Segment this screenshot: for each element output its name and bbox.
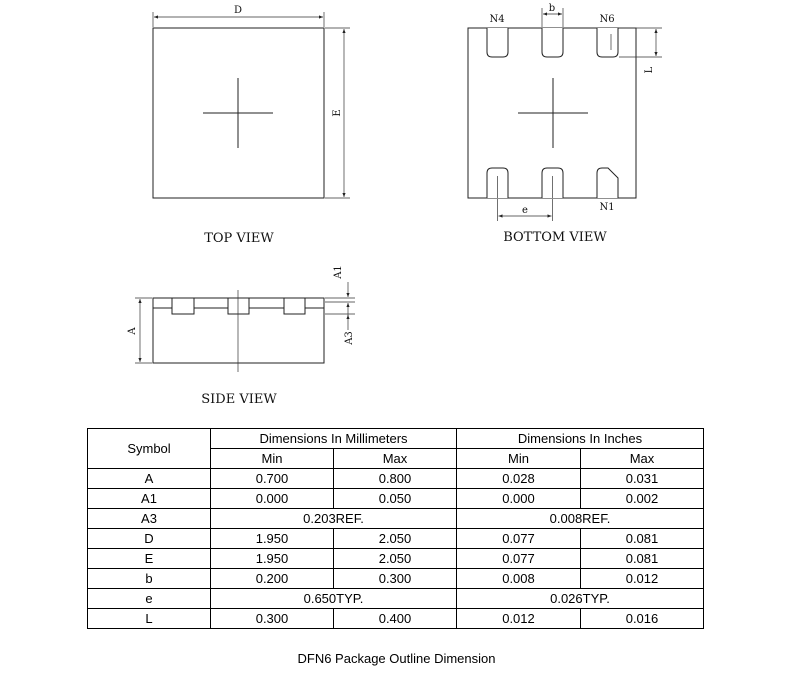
header-millimeters: Dimensions In Millimeters <box>211 429 457 449</box>
dim-a-label: A <box>127 327 138 335</box>
table-row <box>88 469 704 489</box>
cell-mm-max: 0.300 <box>334 569 457 589</box>
table-row <box>88 489 704 509</box>
cell-symbol: E <box>88 549 211 569</box>
side-lead-1 <box>172 298 194 314</box>
header-symbol: Symbol <box>88 429 211 469</box>
cell-mm-min: 0.200 <box>211 569 334 589</box>
table-row <box>88 589 704 609</box>
side-lead-2 <box>228 298 249 314</box>
pad-n5 <box>542 28 563 57</box>
dim-d-label: D <box>233 5 243 16</box>
pad-n1 <box>597 168 618 198</box>
header-in-min: Min <box>457 449 581 469</box>
cell-symbol: A3 <box>88 509 211 529</box>
cell-symbol: L <box>88 609 211 629</box>
cell-mm-span: 0.650TYP. <box>211 589 457 609</box>
table-row <box>88 529 704 549</box>
cell-mm-min: 0.700 <box>211 469 334 489</box>
table-row <box>88 609 704 629</box>
cell-symbol: e <box>88 589 211 609</box>
cell-symbol: A1 <box>88 489 211 509</box>
cell-in-span: 0.026TYP. <box>457 589 704 609</box>
table-row <box>88 509 704 529</box>
pin-label-n6: N6 <box>599 14 615 25</box>
table-row <box>88 549 704 569</box>
dim-a3-label: A3 <box>344 331 355 345</box>
cell-in-max: 0.081 <box>581 529 704 549</box>
pad-n4 <box>487 28 508 57</box>
side-view-label: SIDE VIEW <box>201 392 277 407</box>
dim-b-label: b <box>548 3 556 14</box>
header-mm-max: Max <box>334 449 457 469</box>
cell-mm-min: 1.950 <box>211 529 334 549</box>
figure-caption: DFN6 Package Outline Dimension <box>297 651 496 666</box>
cell-mm-max: 0.400 <box>334 609 457 629</box>
cell-in-min: 0.012 <box>457 609 581 629</box>
cell-in-min: 0.028 <box>457 469 581 489</box>
cell-in-max: 0.031 <box>581 469 704 489</box>
cell-symbol: D <box>88 529 211 549</box>
cell-mm-span: 0.203REF. <box>211 509 457 529</box>
cell-in-span: 0.008REF. <box>457 509 704 529</box>
cell-mm-min: 0.000 <box>211 489 334 509</box>
cell-mm-min: 0.300 <box>211 609 334 629</box>
dim-a1-label: A1 <box>333 265 344 279</box>
cell-in-max: 0.012 <box>581 569 704 589</box>
header-mm-min: Min <box>211 449 334 469</box>
pad-n6 <box>597 28 618 57</box>
pin-label-n1: N1 <box>599 202 615 213</box>
side-view <box>127 265 355 407</box>
cell-mm-max: 2.050 <box>334 549 457 569</box>
header-inches: Dimensions In Inches <box>457 429 704 449</box>
cell-symbol: b <box>88 569 211 589</box>
dim-e-pitch-label: e <box>522 205 528 216</box>
bottom-view <box>468 3 662 245</box>
cell-in-min: 0.077 <box>457 549 581 569</box>
side-lead-3 <box>284 298 305 314</box>
cell-in-min: 0.077 <box>457 529 581 549</box>
dimension-table <box>87 428 704 629</box>
cell-symbol: A <box>88 469 211 489</box>
header-in-max: Max <box>581 449 704 469</box>
pin-label-n4: N4 <box>489 14 505 25</box>
dim-e-label: E <box>332 109 343 117</box>
cell-mm-max: 0.800 <box>334 469 457 489</box>
cell-in-min: 0.000 <box>457 489 581 509</box>
cell-mm-min: 1.950 <box>211 549 334 569</box>
top-view-label: TOP VIEW <box>204 231 274 246</box>
table-row <box>88 569 704 589</box>
top-view <box>153 5 350 246</box>
bottom-view-label: BOTTOM VIEW <box>503 230 607 245</box>
cell-in-min: 0.008 <box>457 569 581 589</box>
cell-in-max: 0.002 <box>581 489 704 509</box>
cell-in-max: 0.016 <box>581 609 704 629</box>
dim-l-label: L <box>644 66 655 74</box>
cell-mm-max: 0.050 <box>334 489 457 509</box>
cell-mm-max: 2.050 <box>334 529 457 549</box>
cell-in-max: 0.081 <box>581 549 704 569</box>
